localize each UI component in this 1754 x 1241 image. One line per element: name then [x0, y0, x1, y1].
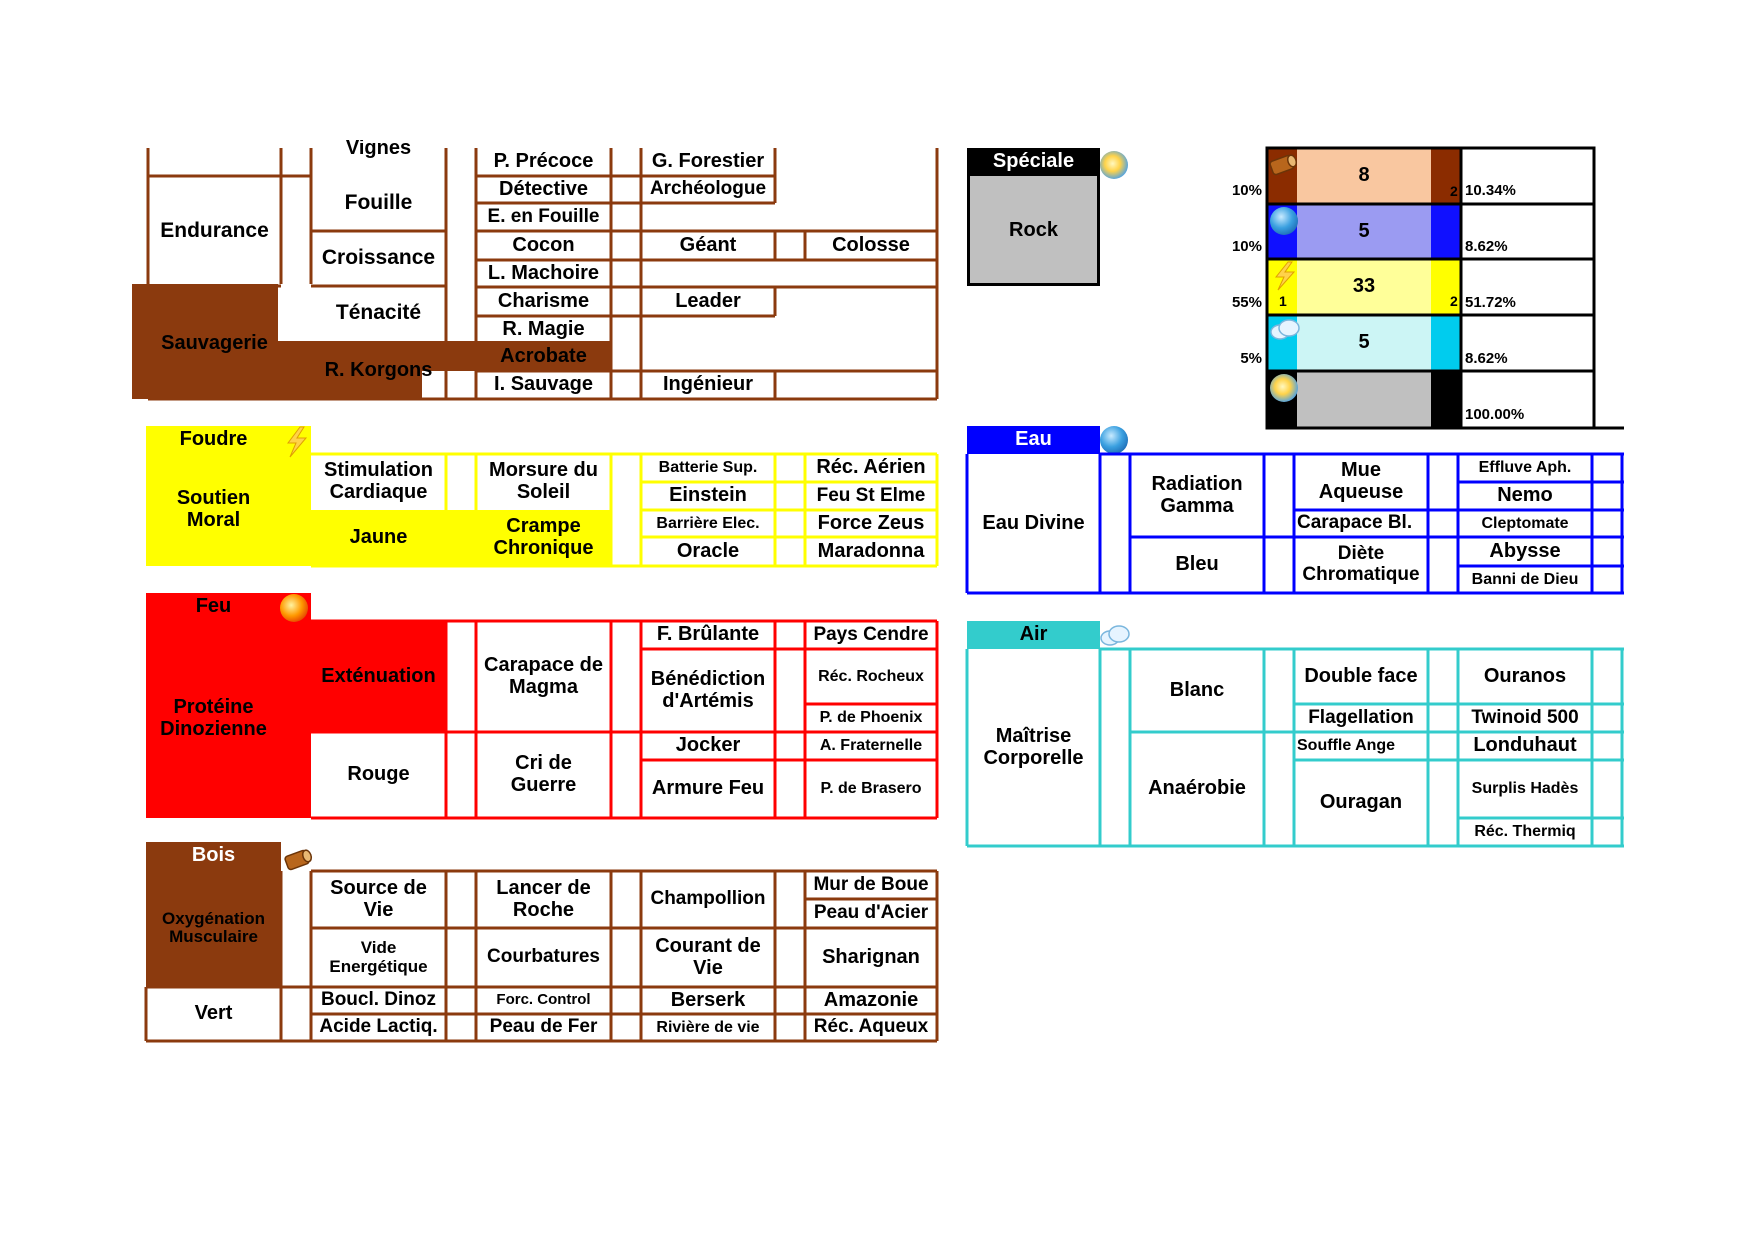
right-num-bois: 2 — [1450, 183, 1458, 199]
source-de-vie: Source de Vie — [330, 876, 427, 921]
sauvagerie-label: Sauvagerie — [161, 331, 268, 354]
rec-aerien: Réc. Aérien — [816, 456, 926, 479]
rkorgons-label: R. Korgons — [324, 358, 433, 381]
rec-thermiq: Réc. Thermiq — [1474, 823, 1576, 841]
vide-energetique: Vide Energétique — [329, 938, 428, 976]
mur-de-boue: Mur de Boue — [813, 873, 929, 895]
rec-rocheux: Réc. Rocheux — [818, 667, 924, 685]
left-num-foudre: 1 — [1279, 293, 1287, 309]
eau-header: Eau — [1015, 428, 1052, 451]
peau-d-acier: Peau d'Acier — [813, 902, 929, 924]
courant-de-vie: Courant de Vie — [655, 934, 761, 979]
souffle-ange: Souffle Ange — [1297, 737, 1396, 755]
effluve-aph: Effluve Aph. — [1478, 459, 1572, 477]
right-num-foudre: 2 — [1450, 293, 1458, 309]
carapace-bl: Carapace Bl. — [1297, 512, 1413, 534]
radiation-gamma: Radiation Gamma — [1151, 472, 1243, 517]
londuhaut: Londuhaut — [1473, 734, 1577, 757]
l-machoire: L. Machoire — [487, 261, 600, 284]
nemo: Nemo — [1497, 484, 1553, 507]
chance-bois: 10% — [1231, 182, 1262, 199]
armure-feu: Armure Feu — [651, 777, 765, 800]
percent-total: 100.00% — [1465, 406, 1525, 423]
percent-eau: 8.62% — [1465, 238, 1508, 255]
berserk: Berserk — [670, 988, 746, 1011]
batterie-sup: Batterie Sup. — [658, 459, 758, 477]
peau-de-fer: Peau de Fer — [489, 1016, 598, 1038]
leader: Leader — [675, 289, 741, 312]
soutien-moral: Soutien Moral — [176, 487, 251, 531]
p-precoce: P. Précoce — [493, 150, 594, 173]
feu-header: Feu — [195, 595, 232, 618]
archeologue: Archéologue — [649, 178, 767, 200]
morsure-du-soleil: Morsure du Soleil — [489, 459, 598, 503]
feu-st-elme: Feu St Elme — [816, 484, 926, 506]
proteine-dinozienne: Protéine Dinozienne — [160, 696, 267, 740]
colosse: Colosse — [832, 233, 910, 256]
value-foudre: 33 — [1352, 275, 1376, 298]
percent-air: 8.62% — [1465, 350, 1508, 367]
speciale-header: Spéciale — [992, 150, 1075, 173]
lancer-de-roche: Lancer de Roche — [496, 876, 591, 921]
maitrise-corporelle: Maîtrise Corporelle — [983, 724, 1084, 769]
cocon: Cocon — [512, 233, 575, 256]
p-de-phoenix: P. de Phoenix — [819, 709, 923, 727]
chance-foudre: 55% — [1231, 294, 1262, 311]
cleptomate: Cleptomate — [1481, 514, 1569, 532]
einstein: Einstein — [669, 484, 747, 507]
extenuation: Exténuation — [321, 665, 436, 688]
endurance-label: Endurance — [160, 218, 269, 242]
r-magie: R. Magie — [502, 317, 585, 340]
riviere-de-vie: Rivière de vie — [656, 1018, 760, 1036]
rec-aqueux: Réc. Aqueux — [813, 1016, 929, 1038]
ouranos: Ouranos — [1483, 664, 1567, 687]
ingenieur: Ingénieur — [662, 373, 753, 396]
oxygenation-musculaire: Oxygénation Musculaire — [162, 908, 265, 946]
crampe-chronique: Crampe Chronique — [493, 515, 594, 559]
foudre-header: Foudre — [179, 428, 248, 451]
champollion: Champollion — [650, 888, 766, 910]
chance-air: 5% — [1240, 350, 1262, 367]
jaune: Jaune — [349, 526, 408, 549]
eau-divine: Eau Divine — [982, 511, 1085, 534]
benediction-artemis: Bénédiction d'Artémis — [650, 667, 766, 712]
amazonie: Amazonie — [823, 988, 919, 1011]
chance-eau: 10% — [1231, 238, 1262, 255]
carapace-de-magma: Carapace de Magma — [484, 653, 603, 698]
forc-control: Forc. Control — [496, 991, 591, 1009]
detective: Détective — [499, 177, 588, 200]
air-header: Air — [1019, 623, 1048, 646]
anaerobie: Anaérobie — [1148, 777, 1246, 800]
maradonna: Maradonna — [817, 539, 925, 562]
twinoid-500: Twinoid 500 — [1471, 706, 1579, 728]
diete-chromatique: Diète Chromatique — [1302, 543, 1420, 585]
flagellation: Flagellation — [1308, 706, 1414, 728]
cri-de-guerre: Cri de Guerre — [510, 752, 577, 796]
vignes-label: Vignes — [345, 140, 412, 158]
acide-lactiq: Acide Lactiq. — [319, 1016, 438, 1038]
value-eau: 5 — [1358, 219, 1370, 242]
surplis-hades: Surplis Hadès — [1471, 780, 1579, 798]
oracle: Oracle — [676, 539, 740, 562]
pays-cendre: Pays Cendre — [813, 623, 929, 645]
acrobate: Acrobate — [500, 345, 587, 368]
barriere-elec: Barrière Elec. — [656, 514, 760, 532]
abysse: Abysse — [1489, 539, 1561, 562]
rock-label: Rock — [1009, 219, 1058, 242]
vert: Vert — [194, 1002, 233, 1025]
double-face: Double face — [1304, 664, 1418, 687]
value-bois: 8 — [1358, 164, 1370, 187]
percent-bois: 10.34% — [1465, 182, 1516, 199]
value-air: 5 — [1358, 331, 1370, 354]
ouragan: Ouragan — [1319, 791, 1403, 814]
boucl-dinoz: Boucl. Dinoz — [320, 989, 437, 1011]
rouge: Rouge — [347, 763, 410, 786]
bois-header: Bois — [191, 844, 236, 867]
g-forestier: G. Forestier — [651, 150, 765, 173]
courbatures: Courbatures — [487, 946, 600, 968]
a-fraternelle: A. Fraternelle — [819, 737, 923, 755]
sharignan: Sharignan — [822, 945, 920, 968]
mue-aqueuse: Mue Aqueuse — [1318, 459, 1404, 503]
fouille-label: Fouille — [344, 191, 413, 215]
percent-foudre: 51.72% — [1465, 294, 1516, 311]
stimulation-cardiaque: Stimulation Cardiaque — [324, 459, 433, 503]
jocker: Jocker — [675, 734, 741, 757]
f-brulante: F. Brûlante — [656, 623, 760, 646]
geant: Géant — [679, 233, 737, 256]
charisme: Charisme — [497, 289, 590, 312]
croissance-label: Croissance — [321, 246, 436, 270]
e-en-fouille: E. en Fouille — [487, 205, 600, 227]
i-sauvage: I. Sauvage — [494, 373, 593, 396]
bleu: Bleu — [1175, 553, 1219, 576]
tenacite-label: Ténacité — [335, 301, 422, 325]
p-de-brasero: P. de Brasero — [820, 780, 922, 798]
blanc: Blanc — [1169, 678, 1225, 701]
banni-de-dieu: Banni de Dieu — [1471, 570, 1579, 588]
force-zeus: Force Zeus — [817, 511, 925, 534]
